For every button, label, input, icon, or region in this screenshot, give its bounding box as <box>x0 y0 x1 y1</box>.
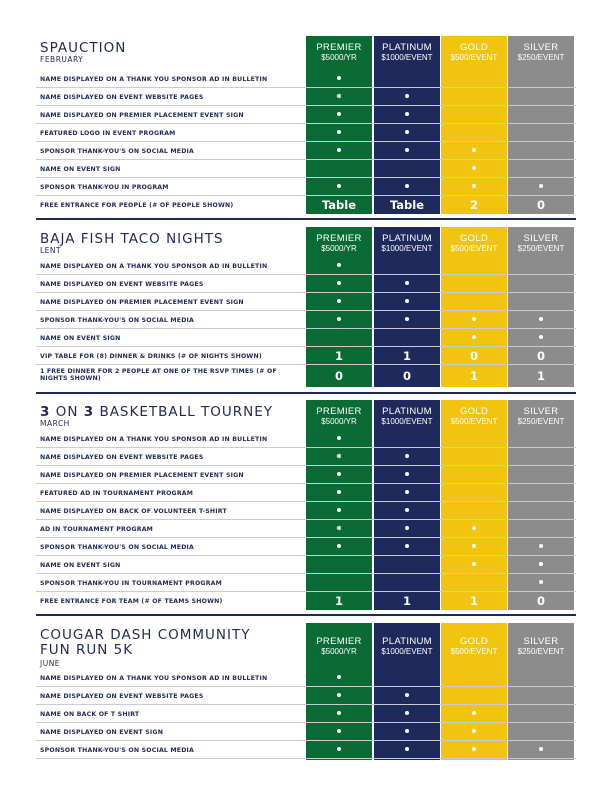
level-price: $1000/EVENT <box>381 244 433 253</box>
level-name: GOLD <box>459 233 489 244</box>
section-subtitle: FEBRUARY <box>40 55 84 64</box>
level-name: SILVER <box>523 406 559 417</box>
level-name: PLATINUM <box>382 406 432 417</box>
benefit-row <box>36 723 576 741</box>
level-value: 1 <box>334 594 343 608</box>
title-word: ON <box>55 404 79 420</box>
benefit-label: FEATURED LOGO IN EVENT PROGRAM <box>40 130 176 137</box>
included-dot <box>539 562 543 566</box>
included-dot <box>405 526 409 530</box>
benefit-label: SPONSOR THANK-YOU'S ON SOCIAL MEDIA <box>40 317 195 324</box>
included-dot <box>337 263 341 267</box>
level-value: 0 <box>536 198 545 212</box>
benefit-label: AD IN TOURNAMENT PROGRAM <box>40 526 154 533</box>
included-dot <box>337 526 341 530</box>
benefit-label: NAME DISPLAYED ON EVENT WEBSITE PAGES <box>40 281 204 288</box>
title-line: COUGAR DASH COMMUNITY <box>40 627 251 643</box>
benefit-label: NAME DISPLAYED ON EVENT WEBSITE PAGES <box>40 693 204 700</box>
level-name: GOLD <box>459 406 489 417</box>
benefit-row <box>36 466 576 484</box>
included-dot <box>337 436 341 440</box>
sponsorship-section <box>36 227 576 387</box>
included-dot <box>472 166 476 170</box>
included-dot <box>405 184 409 188</box>
level-price: $250/EVENT <box>517 53 565 62</box>
level-value: 0 <box>536 349 545 363</box>
level-header <box>508 234 574 254</box>
benefit-label: NAME ON EVENT SIGN <box>40 335 121 342</box>
included-dot <box>337 299 341 303</box>
section-subtitle: LENT <box>40 246 62 255</box>
benefit-row <box>36 574 576 592</box>
included-dot <box>405 281 409 285</box>
level-name: SILVER <box>523 233 559 244</box>
level-price: $5000/YR <box>321 647 357 656</box>
included-dot <box>405 508 409 512</box>
level-price: $500/EVENT <box>450 417 498 426</box>
benefit-row <box>36 430 576 448</box>
benefit-row <box>36 293 576 311</box>
benefit-label: NAME ON BACK OF T SHIRT <box>40 711 140 718</box>
benefit-label: NAME DISPLAYED ON EVENT WEBSITE PAGES <box>40 454 204 461</box>
benefit-row <box>36 106 576 124</box>
benefit-label: NAME ON EVENT SIGN <box>40 562 121 569</box>
included-dot <box>472 747 476 751</box>
benefit-row <box>36 70 576 88</box>
level-name: PLATINUM <box>382 636 432 647</box>
level-value: 1 <box>402 349 411 363</box>
benefit-row <box>36 124 576 142</box>
section-subtitle: MARCH <box>40 419 70 428</box>
level-value: Table <box>321 198 357 212</box>
included-dot <box>472 317 476 321</box>
benefit-label: NAME DISPLAYED ON PREMIER PLACEMENT EVENT SIGN <box>40 299 244 306</box>
benefit-label: NAME DISPLAYED ON PREMIER PLACEMENT EVENT SIGN <box>40 472 244 479</box>
section-title <box>40 405 273 420</box>
level-price: $500/EVENT <box>450 647 498 656</box>
level-value: 1 <box>334 349 343 363</box>
sponsorship-section <box>36 36 576 214</box>
benefit-row <box>36 741 576 759</box>
level-header <box>306 43 372 63</box>
level-value: 0 <box>402 369 411 383</box>
benefit-row <box>36 178 576 196</box>
level-price: $250/EVENT <box>517 647 565 656</box>
level-name: SILVER <box>523 636 559 647</box>
level-name: PLATINUM <box>382 233 432 244</box>
benefit-row <box>36 502 576 520</box>
included-dot <box>472 526 476 530</box>
included-dot <box>472 544 476 548</box>
benefit-label: SPONSOR THANK-YOU IN TOURNAMENT PROGRAM <box>40 580 222 587</box>
included-dot <box>539 335 543 339</box>
benefit-row <box>36 556 576 574</box>
value-row <box>36 196 576 213</box>
benefit-label: NAME ON EVENT SIGN <box>40 166 121 173</box>
included-dot <box>337 711 341 715</box>
benefit-row <box>36 520 576 538</box>
benefit-label: NAME DISPLAYED ON A THANK YOU SPONSOR AD IN BULLETIN <box>40 263 268 270</box>
included-dot <box>405 711 409 715</box>
included-dot <box>405 490 409 494</box>
value-row <box>36 592 576 609</box>
level-value: 0 <box>536 594 545 608</box>
level-price: $1000/EVENT <box>381 417 433 426</box>
level-value: 0 <box>334 369 343 383</box>
level-value: 1 <box>402 594 411 608</box>
benefit-label: NAME DISPLAYED ON A THANK YOU SPONSOR AD IN BULLETIN <box>40 76 268 83</box>
section-title <box>40 232 224 247</box>
benefit-row <box>36 88 576 106</box>
benefit-row <box>36 142 576 160</box>
included-dot <box>337 281 341 285</box>
value-row <box>36 365 576 386</box>
level-price: $500/EVENT <box>450 53 498 62</box>
level-name: PREMIER <box>316 636 362 647</box>
benefit-label: FEATURED AD IN TOURNAMENT PROGRAM <box>40 490 194 497</box>
included-dot <box>337 508 341 512</box>
level-value: Table <box>389 198 425 212</box>
included-dot <box>405 112 409 116</box>
level-name: PLATINUM <box>382 42 432 53</box>
level-header <box>306 234 372 254</box>
included-dot <box>472 335 476 339</box>
section-title <box>40 628 251 658</box>
section-divider <box>36 392 576 394</box>
level-value: 2 <box>469 198 478 212</box>
benefit-row <box>36 538 576 556</box>
included-dot <box>337 490 341 494</box>
benefit-row <box>36 275 576 293</box>
level-header <box>374 407 440 427</box>
level-header <box>441 637 507 657</box>
level-value: 1 <box>469 594 478 608</box>
level-header <box>441 407 507 427</box>
included-dot <box>472 562 476 566</box>
included-dot <box>337 675 341 679</box>
title-line: SPAUCTION <box>40 40 127 56</box>
level-header <box>441 234 507 254</box>
included-dot <box>337 729 341 733</box>
value-row-label: FREE ENTRANCE FOR PEOPLE (# OF PEOPLE SHOWN) <box>40 202 234 209</box>
title-rest: BASKETBALL TOURNEY <box>99 404 273 420</box>
level-name: PREMIER <box>316 42 362 53</box>
level-name: GOLD <box>459 636 489 647</box>
level-header <box>508 43 574 63</box>
benefit-label: SPONSOR THANK-YOU'S ON SOCIAL MEDIA <box>40 747 195 754</box>
title-line: BAJA FISH TACO NIGHTS <box>40 231 224 247</box>
level-header <box>374 234 440 254</box>
title-number: 3 <box>83 404 95 420</box>
included-dot <box>539 747 543 751</box>
benefit-row <box>36 329 576 347</box>
level-value: 0 <box>469 349 478 363</box>
sponsorship-section <box>36 623 576 760</box>
section-subtitle: JUNE <box>40 659 61 668</box>
level-header <box>374 637 440 657</box>
included-dot <box>337 76 341 80</box>
level-price: $1000/EVENT <box>381 53 433 62</box>
benefit-label: NAME DISPLAYED ON EVENT WEBSITE PAGES <box>40 94 204 101</box>
included-dot <box>472 729 476 733</box>
included-dot <box>405 747 409 751</box>
included-dot <box>539 544 543 548</box>
level-value: 1 <box>536 369 545 383</box>
benefit-label: SPONSOR THANK-YOU'S ON SOCIAL MEDIA <box>40 148 195 155</box>
included-dot <box>472 711 476 715</box>
included-dot <box>405 317 409 321</box>
level-price: $250/EVENT <box>517 244 565 253</box>
level-name: SILVER <box>523 42 559 53</box>
value-row-label: VIP TABLE FOR (8) DINNER & DRINKS (# OF NIGHTS SHOWN) <box>40 353 262 360</box>
benefit-label: NAME DISPLAYED ON A THANK YOU SPONSOR AD IN BULLETIN <box>40 436 268 443</box>
level-price: $1000/EVENT <box>381 647 433 656</box>
level-header <box>441 43 507 63</box>
benefit-row <box>36 160 576 178</box>
level-name: GOLD <box>459 42 489 53</box>
section-title <box>40 41 126 56</box>
included-dot <box>405 454 409 458</box>
benefit-row <box>36 705 576 723</box>
included-dot <box>539 317 543 321</box>
included-dot <box>472 184 476 188</box>
title-number: 3 <box>40 404 51 420</box>
included-dot <box>405 472 409 476</box>
level-header <box>374 43 440 63</box>
included-dot <box>539 580 543 584</box>
level-name: PREMIER <box>316 233 362 244</box>
benefit-label: NAME DISPLAYED ON PREMIER PLACEMENT EVENT SIGN <box>40 112 244 119</box>
benefit-row <box>36 484 576 502</box>
included-dot <box>405 693 409 697</box>
value-row-label: 1 FREE DINNER FOR 2 PEOPLE AT ONE OF THE RSVP TIMES (# OF NIGHTS SHOWN) <box>40 368 277 382</box>
included-dot <box>405 130 409 134</box>
level-header <box>306 637 372 657</box>
level-header <box>306 407 372 427</box>
level-header <box>508 407 574 427</box>
included-dot <box>337 148 341 152</box>
included-dot <box>337 317 341 321</box>
benefit-row <box>36 448 576 466</box>
included-dot <box>337 454 341 458</box>
included-dot <box>539 184 543 188</box>
benefit-row <box>36 687 576 705</box>
benefit-label: NAME DISPLAYED ON BACK OF VOLUNTEER T-SHIRT <box>40 508 227 515</box>
included-dot <box>337 693 341 697</box>
level-price: $5000/YR <box>321 244 357 253</box>
section-divider <box>36 218 576 220</box>
included-dot <box>405 729 409 733</box>
included-dot <box>405 299 409 303</box>
benefit-label: NAME DISPLAYED ON A THANK YOU SPONSOR AD IN BULLETIN <box>40 675 268 682</box>
included-dot <box>337 130 341 134</box>
section-divider <box>36 614 576 616</box>
value-row-label: FREE ENTRANCE FOR TEAM (# OF TEAMS SHOWN) <box>40 598 223 605</box>
level-price: $500/EVENT <box>450 244 498 253</box>
included-dot <box>405 544 409 548</box>
benefit-row <box>36 669 576 687</box>
level-value: 1 <box>469 369 478 383</box>
level-price: $5000/YR <box>321 417 357 426</box>
included-dot <box>405 148 409 152</box>
included-dot <box>337 184 341 188</box>
level-header <box>508 637 574 657</box>
value-row <box>36 347 576 365</box>
benefit-label: NAME DISPLAYED ON EVENT SIGN <box>40 729 164 736</box>
included-dot <box>337 544 341 548</box>
sponsorship-section <box>36 400 576 610</box>
benefit-row <box>36 257 576 275</box>
included-dot <box>337 112 341 116</box>
level-price: $5000/YR <box>321 53 357 62</box>
benefit-label: SPONSOR THANK-YOU IN PROGRAM <box>40 184 169 191</box>
included-dot <box>337 747 341 751</box>
level-price: $250/EVENT <box>517 417 565 426</box>
title-line-2: FUN RUN 5K <box>40 642 134 658</box>
included-dot <box>472 148 476 152</box>
benefit-row <box>36 311 576 329</box>
included-dot <box>337 472 341 476</box>
included-dot <box>405 94 409 98</box>
included-dot <box>337 94 341 98</box>
level-name: PREMIER <box>316 406 362 417</box>
benefit-label: SPONSOR THANK-YOU'S ON SOCIAL MEDIA <box>40 544 195 551</box>
